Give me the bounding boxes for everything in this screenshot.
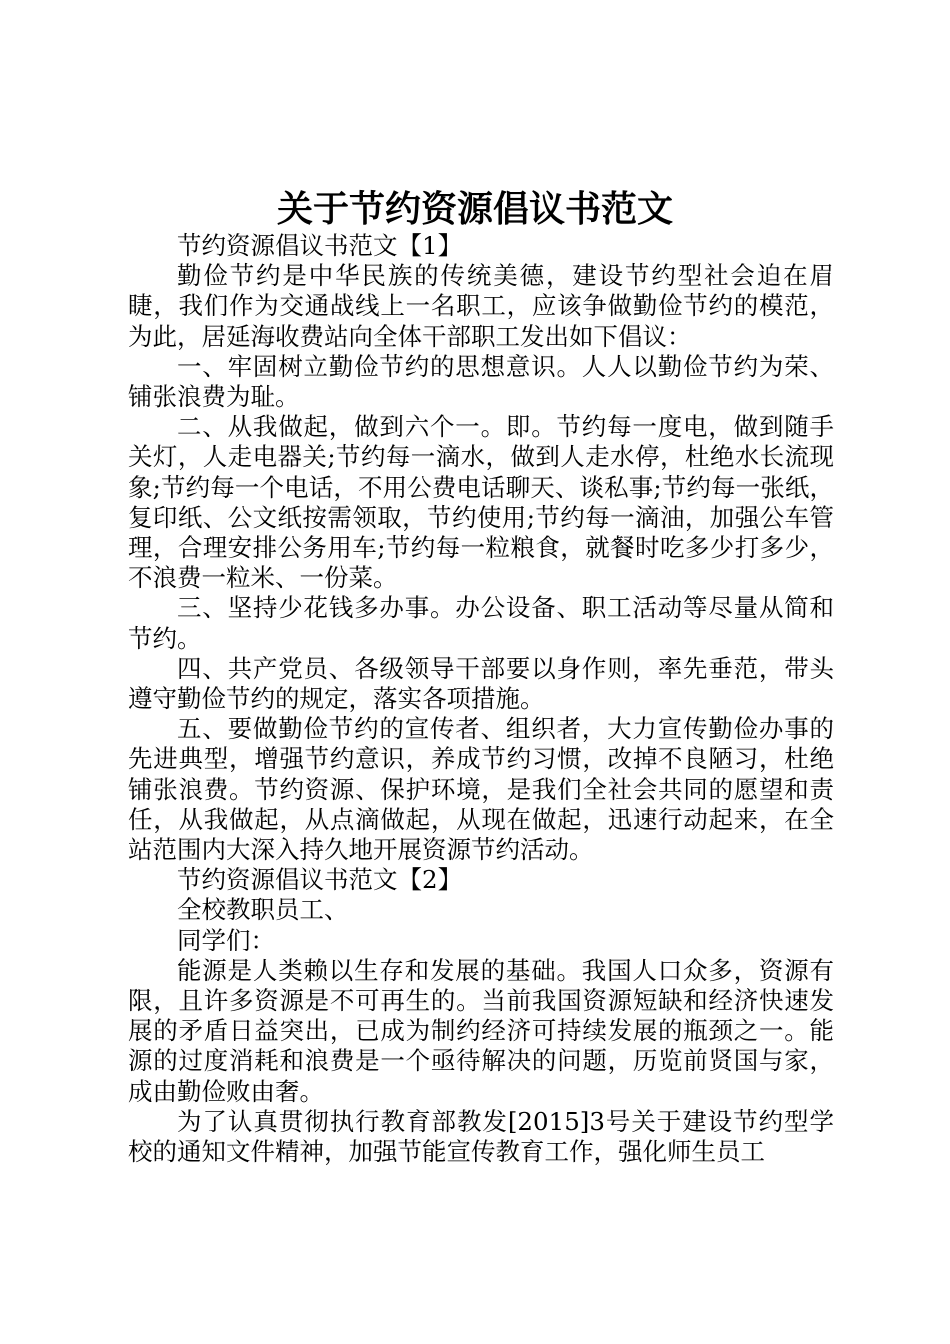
paragraph: 为了认真贯彻执行教育部教发[2015]3号关于建设节约型学校的通知文件精神，加强节能宣传教育工作，强化师生员工 [128,1106,834,1167]
salutation-line: 同学们： [177,925,275,955]
paragraph-heading-2: 节约资源倡议书范文【2】 [177,865,463,895]
paragraph: 三、坚持少花钱多办事。办公设备、职工活动等尽量从简和节约。 [128,593,834,653]
salutation-line: 全校教职员工、 [177,895,349,925]
paragraph: 勤俭节约是中华民族的传统美德，建设节约型社会迫在眉睫，我们作为交通战线上一名职工，应该争做勤俭节约的模范，为此，居延海收费站向全体干部职工发出如下倡议： [128,261,834,351]
paragraph: 能源是人类赖以生存和发展的基础。我国人口众多，资源有限，且许多资源是不可再生的。当前我国资源短缺和经济快速发展的矛盾日益突出，已成为制约经济可持续发展的瓶颈之一。能源的过度消耗和浪费是一个亟待解决的问题，历览前贤国与家，成由勤俭败由奢。 [128,955,834,1106]
paragraph: 五、要做勤俭节约的宣传者、组织者，大力宣传勤俭办事的先进典型，增强节约意识，养成节约习惯，改掉不良陋习，杜绝铺张浪费。节约资源、保护环境，是我们全社会共同的愿望和责任，从我做起，从点滴做起，从现在做起，迅速行动起来，在全站范围内大深入持久地开展资源节约活动。 [128,714,834,865]
paragraph: 二、从我做起，做到六个一。即。节约每一度电，做到随手关灯，人走电器关;节约每一滴水，做到人走水停，杜绝水长流现象;节约每一个电话，不用公费电话聊天、谈私事;节约每一张纸，复印纸、公文纸按需领取，节约使用;节约每一滴油，加强公车管理，合理安排公务用车;节约每一粒粮食，就餐时吃多少打多少，不浪费一粒米、一份菜。 [128,412,834,593]
document-title: 关于节约资源倡议书范文 [276,188,673,230]
paragraph-heading-1: 节约资源倡议书范文【1】 [177,231,463,260]
paragraph: 四、共产党员、各级领导干部要以身作则，率先垂范，带头遵守勤俭节约的规定，落实各项措施。 [128,653,834,714]
paragraph: 一、牢固树立勤俭节约的思想意识。人人以勤俭节约为荣、铺张浪费为耻。 [128,351,834,412]
document-body [128,231,834,1167]
